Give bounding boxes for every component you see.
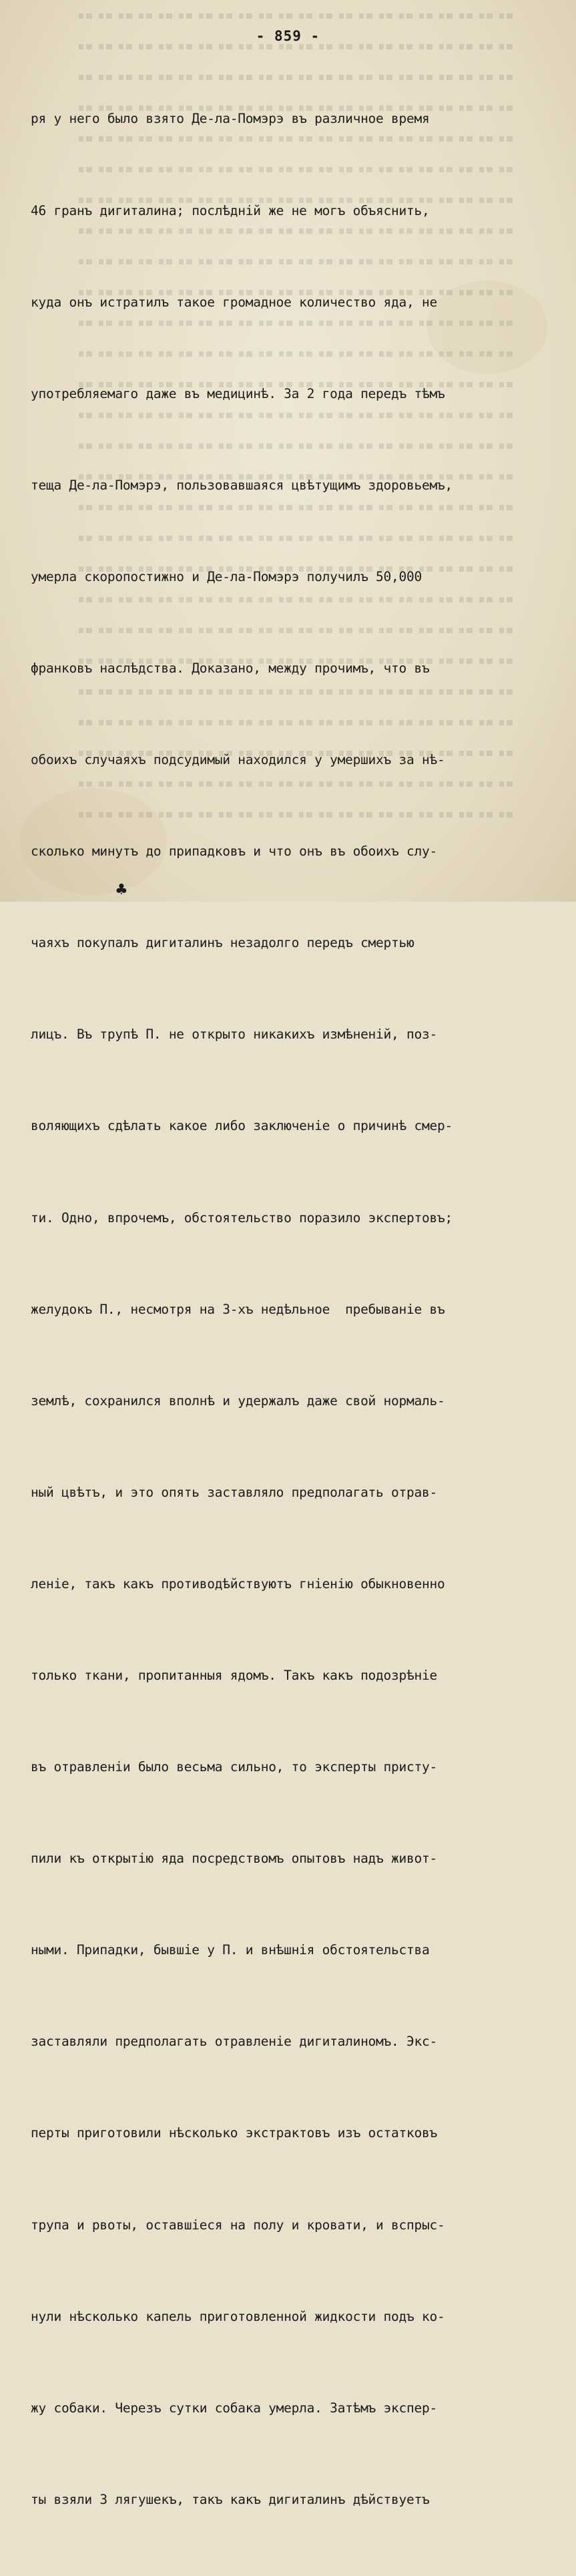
text-line: сколько минутъ до припадковъ и что онъ въ обоихъ слу- [31,844,437,860]
text-line: ря у него было взято Де-ла-Помэрэ въ различное время [31,111,430,127]
text-line: ными. Припадки, бывшіе у П. и внѣшнія обстоятельства [31,1942,430,1958]
body-text [31,43,551,2576]
page-number: - 859 - [256,28,320,44]
text-line: воляющихъ сдѣлать какое либо заключеніе о причинѣ смер- [31,1118,453,1134]
text-line: чаяхъ покупалъ дигиталинъ незадолго передъ смертью [31,935,414,951]
text-line: землѣ, сохранился вполнѣ и удержалъ даже свой нормаль- [31,1393,445,1409]
text-line: ный цвѣтъ, и это опять заставляло предполагать отрав- [31,1484,437,1500]
text-line: куда онъ истратилъ такое громадное количество яда, не [31,294,437,310]
text-line: леніе, такъ какъ противодѣйствуютъ гніенію обыкновенно [31,1576,445,1592]
text-line: умерла скоропостижно и Де-ла-Помэрэ получилъ 50,000 [31,568,422,584]
text-line: пили къ открытію яда посредствомъ опытовъ надъ живот- [31,1851,437,1867]
text-line: франковъ наслѣдства. Доказано, между прочимъ, что въ [31,660,430,676]
text-line: ты взяли 3 лягушекъ, такъ какъ дигиталинъ дѣйствуетъ [31,2491,430,2507]
text-line: только ткани, пропитанныя ядомъ. Такъ какъ подозрѣніе [31,1668,437,1683]
ink-blot-mark: ♣ [115,882,128,898]
text-line: нули нѣсколько капель приготовленной жидкости подъ ко- [31,2308,445,2324]
text-line: желудокъ П., несмотря на 3-хъ недѣльное пребываніе въ [31,1301,445,1317]
text-line: лицъ. Въ трупѣ П. не открыто никакихъ измѣненій, поз- [31,1027,437,1043]
text-line: теща Де-ла-Помэрэ, пользовавшаяся цвѣтущимъ здоровьемъ, [31,477,453,493]
text-line: перты приготовили нѣсколько экстрактовъ изъ остатковъ [31,2125,437,2141]
text-line: обоихъ случаяхъ подсудимый находился у умершихъ за нѣ- [31,752,445,768]
text-line: ти. Одно, впрочемъ, обстоятельство поразило экспертовъ; [31,1210,453,1226]
text-line: 46 гранъ дигиталина; послѣдній же не могъ объяснить, [31,202,430,218]
text-line: трупа и рвоты, оставшіеся на полу и кровати, и вспрыс- [31,2217,445,2233]
text-line: въ отравленіи было весьма сильно, то эксперты присту- [31,1759,437,1775]
text-line: употребляемаго даже въ медицинѣ. За 2 года передъ тѣмъ [31,385,445,401]
text-line: жу собаки. Черезъ сутки собака умерла. Затѣмъ экспер- [31,2400,437,2416]
text-line: заставляли предполагать отравленіе дигиталиномъ. Экс- [31,2034,437,2050]
